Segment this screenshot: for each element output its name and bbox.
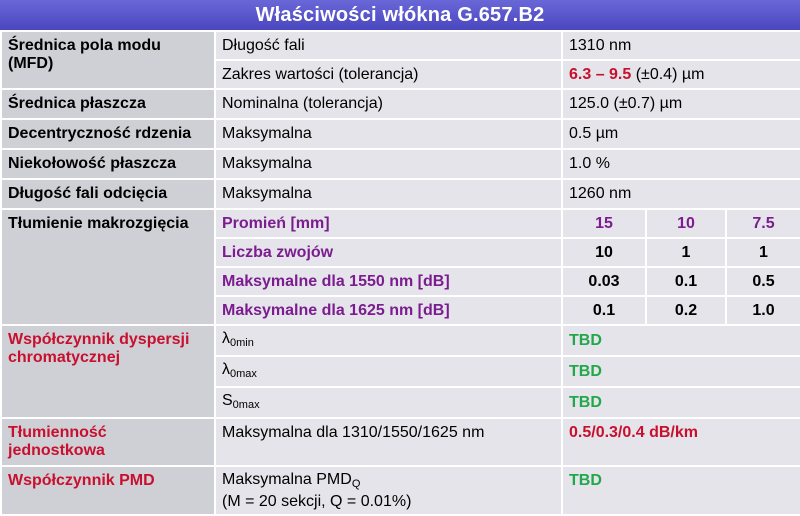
s-symbol: S	[222, 391, 233, 409]
row-label-cladding-noncircularity: Niekołowość płaszcza	[1, 149, 215, 179]
table-row	[1, 149, 800, 179]
param-cell: Maksymalne dla 1625 nm [dB]	[215, 296, 562, 325]
row-label-cladding-diameter: Średnica płaszcza	[1, 89, 215, 119]
fiber-properties-table	[0, 30, 800, 516]
value-cell: 0.2	[646, 296, 726, 325]
param-cell: Maksymalna	[215, 119, 562, 149]
value-cell: TBD	[562, 466, 800, 515]
param-cell: Maksymalne dla 1550 nm [dB]	[215, 267, 562, 296]
value-cell: 0.5/0.3/0.4 dB/km	[562, 418, 800, 466]
value-cell: TBD	[562, 356, 800, 387]
value-cell: 15	[562, 209, 646, 238]
param-cell: Maksymalna	[215, 179, 562, 209]
param-cell: Promień [mm]	[215, 209, 562, 238]
value-cell: 7.5	[726, 209, 800, 238]
value-cell: 0.5 µm	[562, 119, 800, 149]
value-cell: 0.03	[562, 267, 646, 296]
param-cell: Liczba zwojów	[215, 238, 562, 267]
pmd-param: Maksymalna PMD	[222, 471, 352, 488]
row-label-pmd: Współczynnik PMD	[1, 466, 215, 515]
row-label-attenuation: Tłumienność jednostkowa	[1, 418, 215, 466]
value-cell: 1	[726, 238, 800, 267]
table-row	[1, 466, 800, 515]
subscript: 0min	[230, 336, 254, 349]
table-row	[1, 325, 800, 356]
row-label-core-concentricity: Decentryczność rdzenia	[1, 119, 215, 149]
value-cell	[562, 60, 800, 89]
value-cell: 0.1	[646, 267, 726, 296]
subscript: 0max	[230, 367, 257, 380]
table-row	[1, 179, 800, 209]
pmd-note: (M = 20 sekcji, Q = 0.01%)	[222, 493, 412, 510]
value-cell: TBD	[562, 387, 800, 418]
subscript: Q	[351, 478, 361, 490]
param-cell	[215, 387, 562, 418]
row-label-chromatic-dispersion: Współczynnik dyspersji chromatycznej	[1, 325, 215, 418]
param-cell: Nominalna (tolerancja)	[215, 89, 562, 119]
param-cell: Maksymalna	[215, 149, 562, 179]
row-label-mfd: Średnica pola modu (MFD)	[1, 31, 215, 89]
value-range: 6.3 – 9.5	[569, 65, 632, 83]
value-cell: 0.1	[562, 296, 646, 325]
value-tolerance: (±0.4) µm	[631, 65, 705, 83]
param-cell	[215, 466, 562, 515]
value-cell: 1	[646, 238, 726, 267]
table-row	[1, 209, 800, 238]
param-cell	[215, 325, 562, 356]
value-cell: 1310 nm	[562, 31, 800, 60]
table-row	[1, 89, 800, 119]
param-cell: Długość fali	[215, 31, 562, 60]
table-row	[1, 418, 800, 466]
row-label-cutoff-wavelength: Długość fali odcięcia	[1, 179, 215, 209]
subscript: 0max	[232, 398, 260, 411]
value-cell: 10	[562, 238, 646, 267]
value-cell: 1260 nm	[562, 179, 800, 209]
param-cell: Maksymalna dla 1310/1550/1625 nm	[215, 418, 562, 466]
page-title: Właściwości włókna G.657.B2	[0, 0, 800, 30]
value-cell: 10	[646, 209, 726, 238]
param-cell	[215, 356, 562, 387]
table-row	[1, 119, 800, 149]
value-cell: 125.0 (±0.7) µm	[562, 89, 800, 119]
row-label-macrobending: Tłumienie makrozgięcia	[1, 209, 215, 325]
param-cell: Zakres wartości (tolerancja)	[215, 60, 562, 89]
table-row	[1, 31, 800, 60]
value-cell: TBD	[562, 325, 800, 356]
value-cell: 0.5	[726, 267, 800, 296]
value-cell: 1.0 %	[562, 149, 800, 179]
value-cell: 1.0	[726, 296, 800, 325]
lambda-symbol: λ	[222, 360, 230, 378]
lambda-symbol: λ	[222, 329, 230, 347]
